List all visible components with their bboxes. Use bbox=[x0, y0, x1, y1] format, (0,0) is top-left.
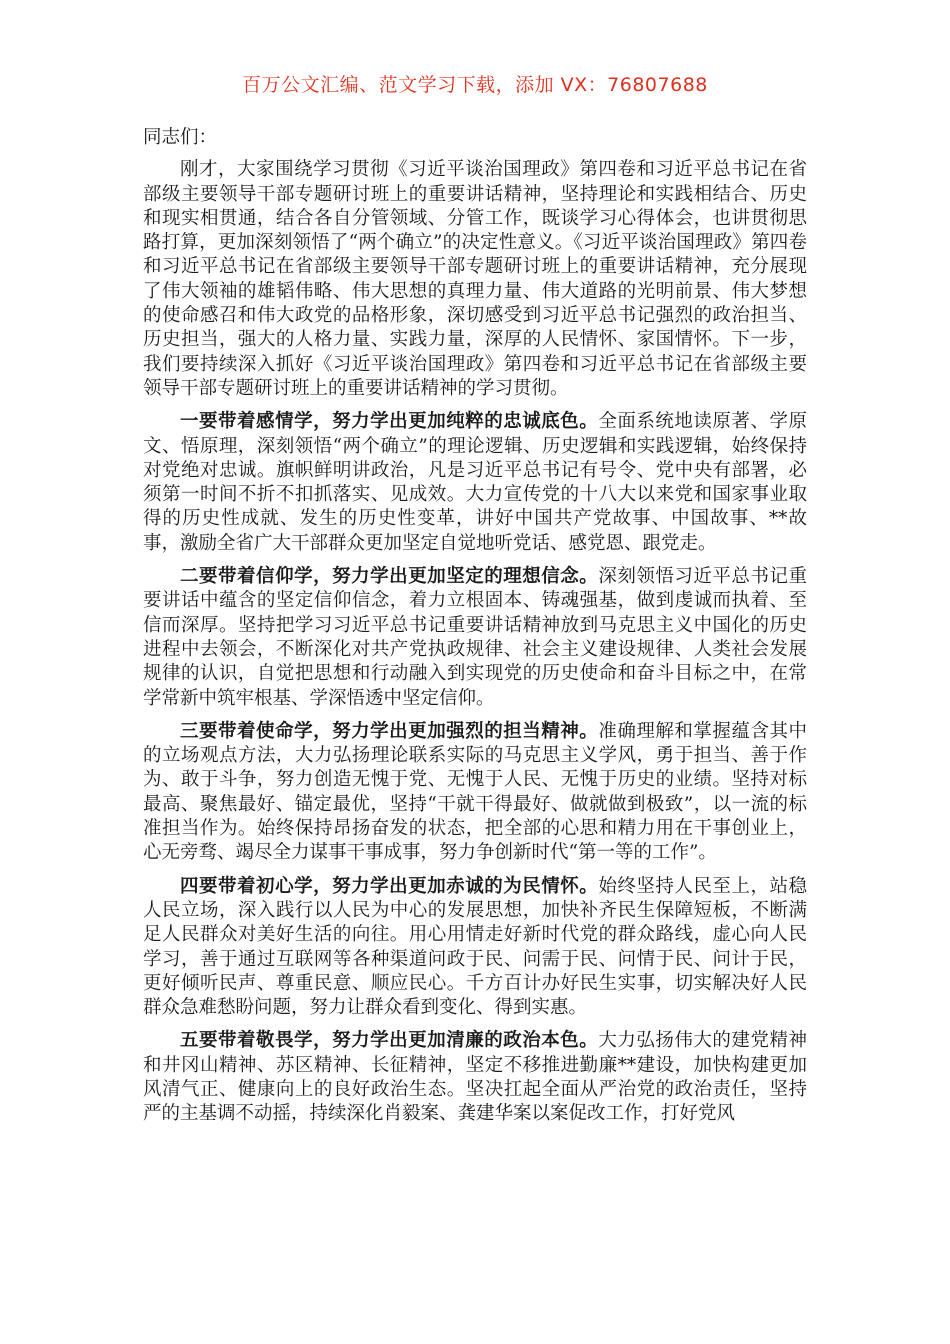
watermark-banner: 百万公文汇编、范文学习下载，添加 VX：76807688 bbox=[242, 74, 708, 96]
point-heading-1: 一要带着感情学，努力学出更加纯粹的忠诚底色。 bbox=[180, 411, 599, 433]
point-paragraph-3 bbox=[143, 720, 807, 866]
point-paragraph-5 bbox=[143, 1029, 807, 1126]
point-body-4: 始终坚持人民至上，站稳人民立场，深入践行以人民为中心的发展思想，加快补齐民生保障短板，不断满足人民群众对美好生活的向往。用心用情走好新时代党的群众路线，虚心向人民学习，善于通过互联网等各种渠道问政于民、问需于民、问情于民、问计于民，更好倾听民声、尊重民意、顺应民心。千方百计办好民生实事，切实解决好人民群众急难愁盼问题，努力让群众看到变化、得到实惠。 bbox=[143, 875, 807, 1019]
point-paragraph-4 bbox=[143, 875, 807, 1021]
point-body-1: 全面系统地读原著、学原文、悟原理，深刻领悟“两个确立”的理论逻辑、历史逻辑和实践逻辑，始终保持对党绝对忠诚。旗帜鲜明讲政治，凡是习近平总书记有号令、党中央有部署，必须第一时间不折不扣抓落实、见成效。大力宣传党的十八大以来党和国家事业取得的历史性成就、发生的历史性变革，讲好中国共产党故事、中国故事、**故事，激励全省广大干部群众更加坚定自觉地听党话、感党恩、跟党走。 bbox=[143, 411, 807, 554]
intro-paragraph: 刚才，大家围绕学习贯彻《习近平谈治国理政》第四卷和习近平总书记在省部级主要领导干部专题研讨班上的重要讲话精神，坚持理论和实践相结合、历史和现实相贯通，结合各自分管领域、分管工作，既谈学习心得体会，也讲贯彻思路打算，更加深刻领悟了“两个确立”的决定性意义。《习近平谈治国理政》第四卷和习近平总书记在省部级主要领导干部专题研讨班上的重要讲话精神，充分展现了伟大领袖的雄韬伟略、伟大思想的真理力量、伟大道路的光明前景、伟大梦想的使命感召和伟大政党的品格形象，深切感受到习近平总书记强烈的政治担当、历史担当，强大的人格力量、实践力量，深厚的人民情怀、家国情怀。下一步，我们要持续深入抓好《习近平谈治国理政》第四卷和习近平总书记在省部级主要领导干部专题研讨班上的重要讲话精神的学习贯彻。 bbox=[143, 159, 807, 399]
salutation: 同志们： bbox=[143, 127, 218, 148]
document-body bbox=[143, 126, 807, 1136]
point-heading-3: 三要带着使命学，努力学出更加强烈的担当精神。 bbox=[180, 720, 599, 742]
point-body-2: 深刻领悟习近平总书记重要讲话中蕴含的坚定信仰信念，着力立根固本、铸魂强基，做到虔诚而执着、至信而深厚。坚持把学习习近平总书记重要讲话精神放到马克思主义中国化的历史进程中去领会，不断深化对共产党执政规律、社会主义建设规律、人类社会发展规律的认识，自觉把思想和行动融入到实现党的历史使命和奋斗目标之中，在常学常新中筑牢根基、学深悟透中坚定信仰。 bbox=[143, 566, 807, 709]
point-paragraph-1 bbox=[143, 410, 807, 556]
point-heading-4: 四要带着初心学，努力学出更加赤诚的为民情怀。 bbox=[180, 875, 599, 897]
point-heading-2: 二要带着信仰学，努力学出更加坚定的理想信念。 bbox=[180, 566, 599, 588]
point-body-3: 准确理解和掌握蕴含其中的立场观点方法，大力弘扬理论联系实际的马克思主义学风，勇于担当、善于作为、敢于斗争，努力创造无愧于党、无愧于人民、无愧于历史的业绩。坚持对标最高、聚焦最好、锚定最优，坚持“干就干得最好、做就做到极致”，以一流的标准担当作为。始终保持昂扬奋发的状态，把全部的心思和精力用在干事创业上，心无旁骛、竭尽全力谋事干事成事，努力争创新时代“第一等的工作”。 bbox=[143, 720, 807, 864]
point-heading-5: 五要带着敬畏学，努力学出更加清廉的政治本色。 bbox=[180, 1030, 599, 1052]
point-body-5: 大力弘扬伟大的建党精神和井冈山精神、苏区精神、长征精神，坚定不移推进勤廉**建设，加快构建更加风清气正、健康向上的良好政治生态。坚决扛起全面从严治党的政治责任，坚持严的主基调不动摇，持续深化肖毅案、龚建华案以案促改工作，打好党风 bbox=[143, 1030, 807, 1125]
point-paragraph-2 bbox=[143, 565, 807, 711]
